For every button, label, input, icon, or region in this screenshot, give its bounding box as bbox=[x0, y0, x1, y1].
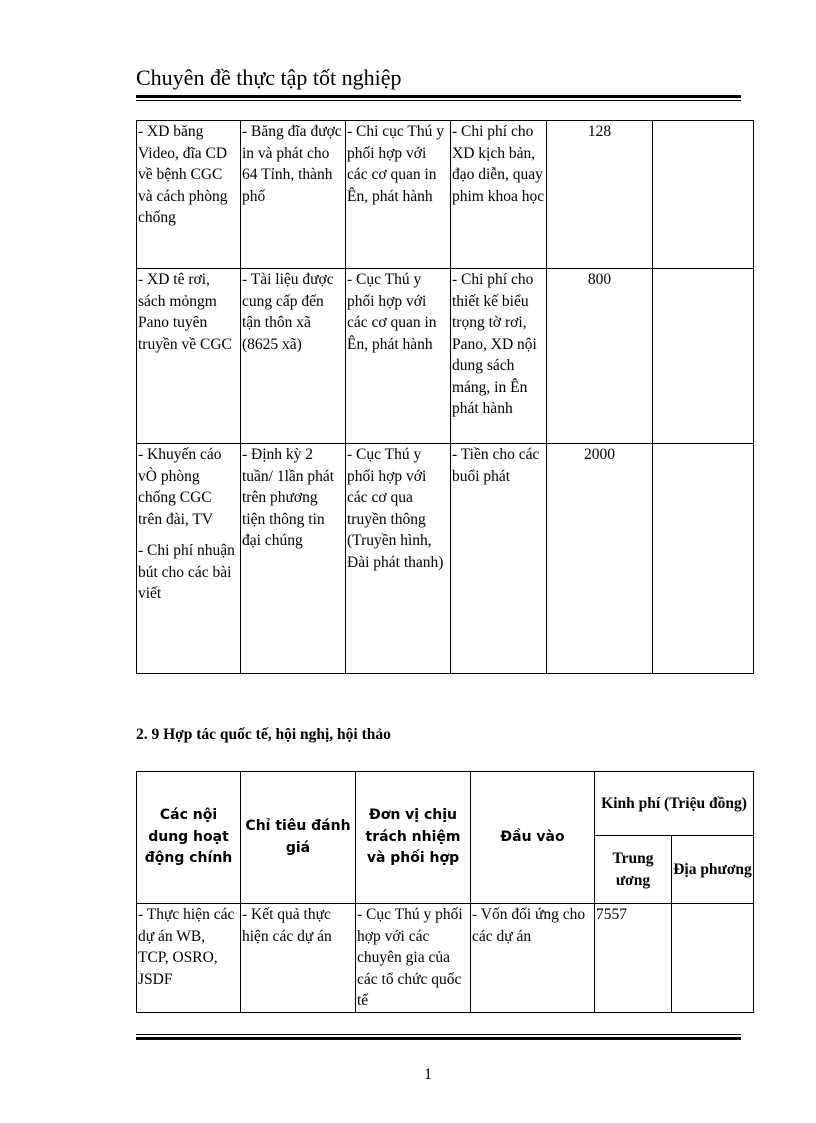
input-cell: - Vốn đối ứng cho các dự án bbox=[471, 904, 595, 1013]
responsible-cell: - Cục Thú y phối hợp với các chuyên gia của các tổ chức quốc tế bbox=[356, 904, 471, 1013]
table-header-row bbox=[137, 772, 754, 836]
header-funding: Kinh phí (Triệu đồng) bbox=[595, 772, 754, 836]
table-row bbox=[137, 269, 754, 444]
header-responsible: Đơn vị chịu trách nhiệm và phối hợp bbox=[356, 772, 471, 904]
table-row bbox=[137, 904, 754, 1013]
responsible-cell: - Cục Thú y phối hợp với các cơ quan in Ên, phát hành bbox=[346, 269, 451, 444]
responsible-cell: - Chi cục Thú y phối hợp với các cơ quan in Ên, phát hành bbox=[346, 121, 451, 269]
header-rule bbox=[136, 95, 741, 101]
international-cooperation-table bbox=[136, 771, 754, 1013]
page-header-title: Chuyên đề thực tập tốt nghiệp bbox=[136, 65, 402, 90]
input-cell: - Chi phí cho thiết kế biểu trọng tờ rơi, Pano, XD nội dung sách máng, in Ên phát hành bbox=[451, 269, 547, 444]
central-funding-cell: 128 bbox=[547, 121, 653, 269]
header-central: Trung ương bbox=[595, 836, 672, 904]
activities-table bbox=[136, 120, 754, 674]
table-row bbox=[137, 121, 754, 269]
activity-cell: - Khuyến cáo vÒ phòng chống CGC trên đài, TV - Chi phí nhuận bút cho các bài viết bbox=[137, 444, 241, 674]
header-input: Đầu vào bbox=[471, 772, 595, 904]
header-content: Các nội dung hoạt động chính bbox=[137, 772, 241, 904]
table-row bbox=[137, 444, 754, 674]
local-funding-cell bbox=[653, 444, 754, 674]
input-cell: - Tiền cho các buổi phát bbox=[451, 444, 547, 674]
input-cell: - Chi phí cho XD kịch bản, đạo diễn, quay phim khoa học bbox=[451, 121, 547, 269]
responsible-cell: - Cục Thú y phối hợp với các cơ qua truyền thông (Truyền hình, Đài phát thanh) bbox=[346, 444, 451, 674]
local-funding-cell bbox=[653, 269, 754, 444]
local-funding-cell bbox=[672, 904, 754, 1013]
footer-rule bbox=[136, 1032, 741, 1040]
activity-cell: - XD tê rơi, sách mỏngm Pano tuyên truyền về CGC bbox=[137, 269, 241, 444]
page-number: 1 bbox=[424, 1066, 432, 1083]
criteria-cell: - Định kỳ 2 tuần/ 1lần phát trên phương tiện thông tin đại chúng bbox=[241, 444, 346, 674]
section-heading: 2. 9 Hợp tác quốc tế, hội nghị, hội thảo bbox=[136, 726, 391, 743]
central-funding-cell: 800 bbox=[547, 269, 653, 444]
criteria-cell: - Băng đĩa được in và phát cho 64 Tỉnh, thành phố bbox=[241, 121, 346, 269]
header-criteria: Chỉ tiêu đánh giá bbox=[241, 772, 356, 904]
criteria-cell: - Tài liệu được cung cấp đến tận thôn xã (8625 xã) bbox=[241, 269, 346, 444]
content-cell: - Thực hiện các dự án WB, TCP, OSRO, JSDF bbox=[137, 904, 241, 1013]
header-local: Địa phương bbox=[672, 836, 754, 904]
central-funding-cell: 2000 bbox=[547, 444, 653, 674]
central-funding-cell: 7557 bbox=[595, 904, 672, 1013]
local-funding-cell bbox=[653, 121, 754, 269]
activity-cell: - XD băng Video, đĩa CD về bệnh CGC và cách phòng chống bbox=[137, 121, 241, 269]
criteria-cell: - Kết quả thực hiện các dự án bbox=[241, 904, 356, 1013]
